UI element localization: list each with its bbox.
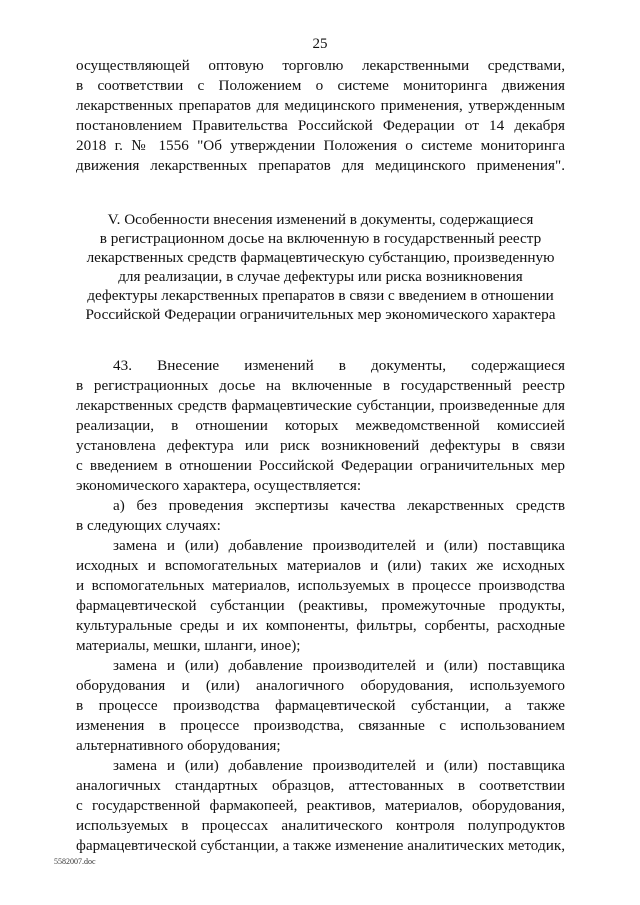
text-line: экономического характера, осуществляется: — [76, 477, 362, 494]
heading-line: V. Особенности внесения изменений в документы, содержащиеся — [107, 211, 534, 228]
text-line: замена и (или) добавление производителей и (или) поставщика — [113, 657, 565, 674]
text-line: фармацевтической субстанции, а также изменение аналитических методик, — [76, 837, 565, 854]
paragraph-continuation — [76, 56, 565, 176]
text-line: с введением в отношении Российской Федерации ограничительных мер — [76, 457, 565, 474]
page-number: 25 — [312, 36, 328, 52]
text-line: установлена дефектура или риск возникновений дефектуры в связи — [76, 437, 565, 454]
text-line: аналогичных стандартных образцов, аттестованных в соответствии — [76, 777, 565, 794]
text-line: материалы, мешки, шланги, иное); — [76, 637, 301, 654]
text-line: фармацевтической субстанции (реактивы, промежуточные продукты, — [76, 597, 565, 614]
text-line: в следующих случаях: — [76, 517, 221, 534]
section-heading — [76, 210, 565, 324]
text-line: в соответствии с Положением о системе мониторинга движения — [76, 77, 565, 94]
heading-line: лекарственных средств фармацевтическую субстанцию, произведенную — [86, 249, 555, 266]
heading-line: для реализации, в случае дефектуры или риска возникновения — [118, 268, 523, 285]
paragraph-43 — [76, 356, 565, 496]
subparagraph-a — [76, 496, 565, 536]
text-line: реализации, в отношении которых межведомственной комиссией — [76, 417, 565, 434]
text-line: и вспомогательных материалов, используемых в процессе производства — [76, 577, 565, 594]
text-line: культуральные среды и их компоненты, фильтры, сорбенты, расходные — [76, 617, 565, 634]
text-line: используемых в процессах аналитического контроля полупродуктов — [76, 817, 565, 834]
text-line: движения лекарственных препаратов для медицинского применения". — [76, 157, 565, 174]
text-line: в регистрационных досье на включенные в государственный реестр — [76, 377, 565, 394]
text-line: с государственной фармакопеей, реактивов, материалов, оборудования, — [76, 797, 565, 814]
text-line: замена и (или) добавление производителей и (или) поставщика — [113, 757, 565, 774]
text-line: постановлением Правительства Российской Федерации от 14 декабря — [76, 117, 565, 134]
list-item-equipment — [76, 656, 565, 756]
text-line: изменения в процессе производства, связанные с использованием — [76, 717, 565, 734]
text-line: 43. Внесение изменений в документы, содержащиеся — [113, 357, 565, 374]
text-line: лекарственных средств фармацевтические субстанции, произведенные для — [76, 397, 565, 414]
text-line: осуществляющей оптовую торговлю лекарственными средствами, — [76, 57, 565, 74]
heading-line: дефектуры лекарственных препаратов в связи с введением в отношении — [87, 287, 554, 304]
list-item-materials — [76, 536, 565, 656]
heading-line: в регистрационном досье на включенную в государственный реестр — [99, 230, 542, 247]
text-line: а) без проведения экспертизы качества лекарственных средств — [113, 497, 565, 514]
page-content — [76, 56, 565, 856]
text-line: замена и (или) добавление производителей и (или) поставщика — [113, 537, 565, 554]
text-line: исходных и вспомогательных материалов и (или) таких же исходных — [76, 557, 565, 574]
text-line: альтернативного оборудования; — [76, 737, 281, 754]
text-line: лекарственных препаратов для медицинского применения, утвержденным — [76, 97, 565, 114]
list-item-standards — [76, 756, 565, 856]
heading-line: Российской Федерации ограничительных мер экономического характера — [85, 306, 556, 323]
document-filename: 5582007.doc — [54, 857, 96, 866]
text-line: 2018 г. № 1556 "Об утверждении Положения о системе мониторинга — [76, 137, 565, 154]
text-line: в процессе производства фармацевтической субстанции, а также — [76, 697, 565, 714]
text-line: оборудования и (или) аналогичного оборудования, используемого — [76, 677, 565, 694]
